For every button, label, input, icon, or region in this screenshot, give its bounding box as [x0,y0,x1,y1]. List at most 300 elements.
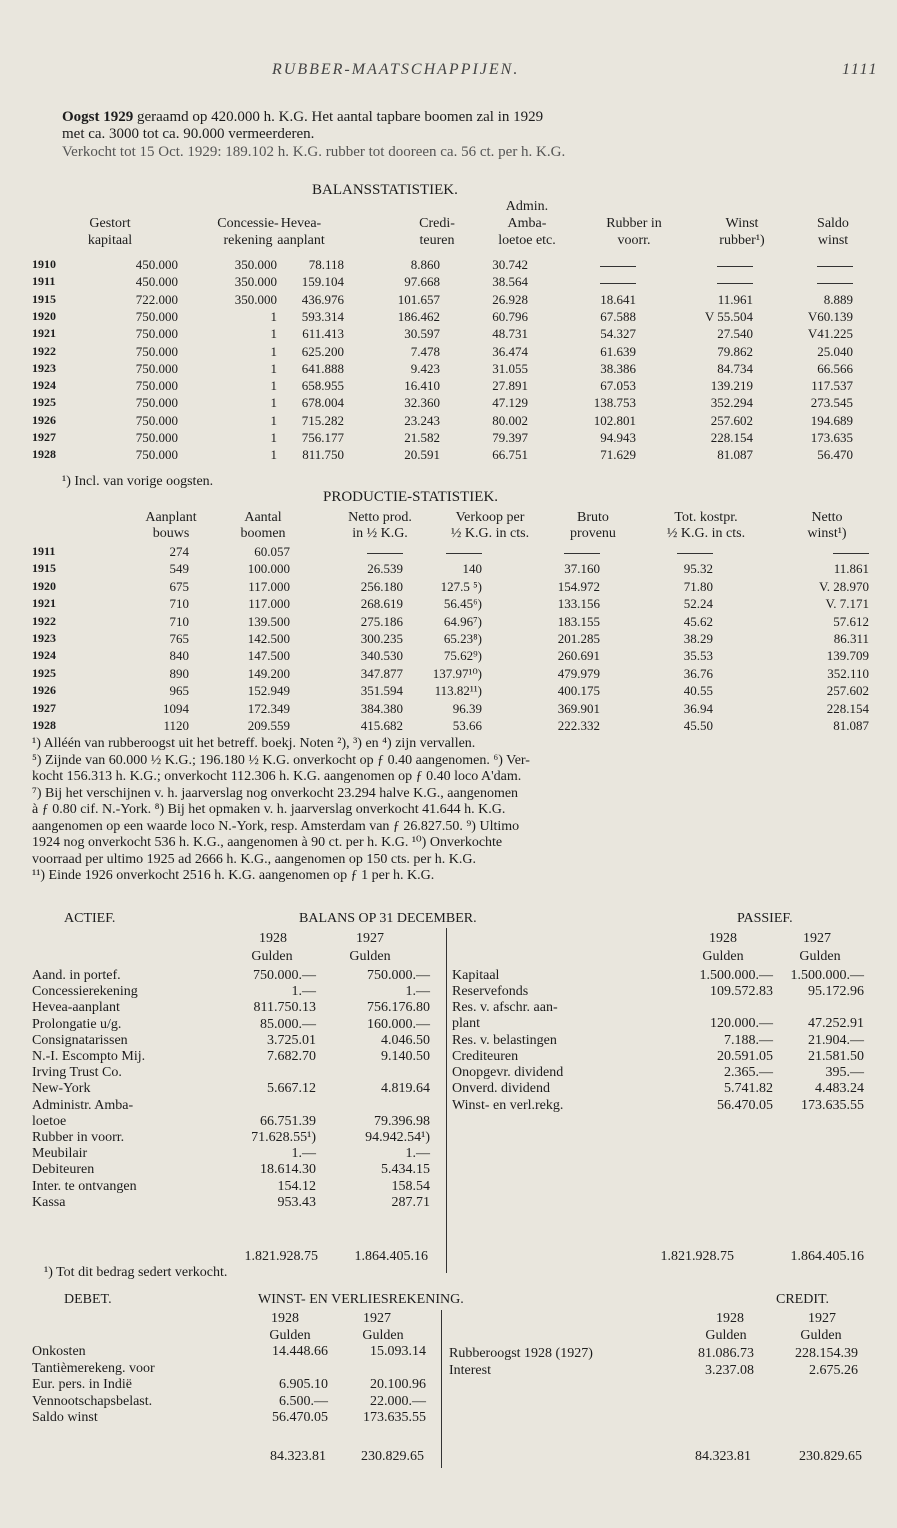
balans-stat-cell: 9.423 [410,361,440,376]
actief-1927: 9.140.50 [381,1049,430,1064]
actief-1927: 4.819.64 [381,1081,430,1097]
prod-stat-year: 1925 [32,666,56,680]
prod-footnote: à ƒ 0.80 cif. N.-York. ⁸) Bij het opmaken v. h. jaarverslag onverkocht 41.644 h. K.G. [32,802,506,817]
balans-stat-header: Winst [725,216,759,231]
balans-stat-year: 1920 [32,309,56,323]
actief-item: N.-I. Escompto Mij. [32,1049,146,1064]
running-title: RUBBER-MAATSCHAPPIJEN. [272,61,520,78]
prod-stat-header: winst¹) [807,526,847,541]
passief-1927: 173.635.55 [801,1097,864,1113]
prod-stat-cell: 57.612 [833,614,869,629]
balans-stat-cell: 159.104 [301,274,344,289]
balans-stat-cell: 8.860 [410,257,440,272]
balans-stat-cell: 25.040 [817,344,853,359]
actief-1928: 953.43 [277,1194,316,1210]
passief-item: Crediteuren [452,1049,519,1064]
passief-1928: 7.188.— [724,1032,773,1048]
prod-stat-cell: 142.500 [247,631,290,646]
unit-header: Gulden [705,1328,747,1343]
balans-divider [446,928,447,1273]
passief-1927: 4.483.24 [815,1081,864,1097]
prod-stat-cell: 86.311 [833,631,869,646]
balans-stat-cell: 81.087 [717,447,753,462]
actief-1927: 5.434.15 [381,1162,430,1178]
prod-stat-year: 1921 [32,596,56,610]
balans-stat-cell: 27.540 [717,326,753,341]
balans-stat-cell: 101.657 [397,292,440,307]
debet-item: Onkosten [32,1344,86,1359]
balans-stat-cell: 61.639 [600,344,636,359]
prod-stat-cell: 60.057 [254,544,290,559]
prod-stat-cell: 222.332 [557,718,600,733]
balans-stat-cell: 450.000 [135,257,178,272]
prod-stat-header: boomen [240,526,286,541]
prod-stat-cell: 384.380 [360,701,403,716]
balans-stat-cell: 60.796 [492,309,528,324]
prod-footnote: ⁷) Bij het verschijnen v. h. jaarverslag nog onverkocht 23.294 halve K.G., aangenomen [32,785,519,801]
prod-stat-cell: 53.66 [452,718,482,733]
prod-stat-cell [372,545,482,558]
actief-1928: 5.667.12 [267,1081,316,1097]
prod-stat-title: PRODUCTIE-STATISTIEK. [323,489,499,505]
balans-stat-cell: 38.564 [492,274,528,289]
balans-stat-header: Admin. [505,199,549,214]
passief-1928: 56.470.05 [717,1097,773,1113]
passief-item: plant [452,1016,480,1032]
balans-stat-cell: 38.386 [600,361,636,376]
prod-stat-cell: 75.62⁹) [443,648,482,663]
balans-stat-cell: 750.000 [135,378,178,393]
actief-1928: 18.614.30 [260,1162,316,1178]
balans-stat-cell: 26.928 [492,292,528,307]
prod-stat-cell: 890 [169,666,189,681]
prod-stat-cell: 38.29 [683,631,713,646]
balans-stat-cell: 102.801 [593,413,636,428]
prod-stat-cell: 64.96⁷) [443,614,482,629]
actief-1928: 1.— [291,984,316,1000]
balans-stat-header: Saldo [817,216,849,231]
balans-stat-cell: 138.753 [593,395,636,410]
balans-stat-header: rubber¹) [719,233,765,248]
prod-stat-cell: 11.861 [833,561,869,576]
prod-stat-cell: 45.50 [683,718,713,733]
prod-stat-cell: 37.160 [564,561,600,576]
balans-stat-cell: 31.055 [492,361,528,376]
actief-item: Debiteuren [32,1162,95,1178]
actief-1927: 287.71 [391,1194,430,1210]
prod-stat-cell [603,545,713,558]
debet-label: DEBET. [64,1292,112,1307]
passief-item: Res. v. belastingen [452,1032,557,1048]
passief-1927: 395.— [825,1065,864,1081]
actief-1928: 3.725.01 [267,1032,316,1048]
balans-stat-cell: 66.751 [492,447,528,462]
balans-stat-cell: V 55.504 [704,309,753,324]
passief-1927: 21.581.50 [808,1049,864,1064]
balans-stat-cell: 30.597 [404,326,440,341]
balans-stat-cell: 1 [270,413,277,428]
balans-stat-cell: 450.000 [135,274,178,289]
prod-footnote: 1924 nog onverkocht 536 h. K.G., aangenomen à 90 ct. per h. K.G. ¹⁰) Onverkochte [32,835,503,850]
balans-stat-header: Rubber in [606,216,662,231]
debet-1928: 6.905.10 [279,1376,328,1392]
passief-1928: 120.000.— [710,1016,773,1032]
intro-bold: Oogst 1929 [62,109,134,125]
balans-stat-year: 1911 [32,274,56,288]
prod-stat-cell: 117.000 [248,579,290,594]
prod-stat-cell: 209.559 [247,718,290,733]
prod-stat-cell: V. 28.970 [819,579,869,594]
balans-stat-cell: 48.731 [492,326,528,341]
prod-stat-header: Tot. kostpr. [674,510,738,525]
balans-stat-cell: 1 [270,326,277,341]
unit-header: Gulden [799,949,841,964]
balans-stat-cell: 1 [270,430,277,445]
prod-stat-cell: 183.155 [557,614,600,629]
balans-stat-cell: 350.000 [234,257,277,272]
prod-stat-year: 1928 [32,718,56,732]
balans-stat-cell: 1 [270,361,277,376]
prod-stat-cell: 260.691 [557,648,600,663]
balans-stat-cell: 80.002 [492,413,528,428]
balans-stat-cell: 352.294 [710,395,753,410]
prod-stat-cell: 347.877 [360,666,403,681]
total-debet-1928: 84.323.81 [270,1449,326,1464]
unit-header: Gulden [702,949,744,964]
prod-stat-cell: 139.709 [826,648,869,663]
actief-item: Concessierekening [32,984,138,1000]
prod-stat-cell: 840 [169,648,189,663]
intro-line1 [62,110,543,125]
passief-item: Winst- en verl.rekg. [452,1097,564,1113]
prod-stat-year: 1923 [32,631,56,645]
year-header: 1928 [271,1311,299,1326]
prod-stat-cell: 479.979 [557,666,600,681]
balans-stat-cell: 79.397 [492,430,528,445]
passief-item: Onopgevr. dividend [452,1065,564,1081]
actief-1927: 160.000.— [367,1016,430,1032]
actief-item: Meubilair [32,1146,88,1162]
balans-stat-cell: 84.734 [717,361,753,376]
total-actief-1928: 1.821.928.75 [244,1249,318,1264]
year-header: 1928 [709,931,737,946]
balans-stat-cell: 54.327 [600,326,636,341]
prod-stat-cell: 35.53 [683,648,713,663]
prod-stat-cell: 352.110 [827,666,869,681]
passief-item: Reservefonds [452,984,529,1000]
actief-1927: 750.000.— [367,968,430,983]
debet-1927: 20.100.96 [370,1376,426,1392]
balans-stat-cell: 173.635 [810,430,853,445]
balans-stat-cell: 750.000 [135,344,178,359]
unit-header: Gulden [800,1328,842,1343]
balans-stat-year: 1926 [32,413,56,427]
balans-stat-cell [743,258,853,271]
balans-stat-cell: 750.000 [135,326,178,341]
prod-stat-cell: 1094 [163,701,189,716]
passief-1928: 1.500.000.— [699,968,773,983]
balans-stat-cell: 750.000 [135,361,178,376]
unit-header: Gulden [362,1328,404,1343]
balans-stat-cell [743,275,853,288]
debet-item: Tantièmerekeng. voor [32,1360,155,1376]
prod-stat-cell: 274 [169,544,189,559]
balans-stat-year: 1927 [32,430,56,444]
balans-stat-footnote: ¹) Incl. van vorige oogsten. [62,474,214,489]
prod-stat-cell: 201.285 [557,631,600,646]
balans-stat-header: rekening [223,233,273,248]
actief-1927: 4.046.50 [381,1032,430,1048]
balans-stat-cell: 750.000 [135,395,178,410]
prod-footnote: kocht 156.313 h. K.G.; onverkocht 112.306 h. K.G. aangenomen op ƒ 0.40 loco A'dam. [32,769,522,784]
balans-stat-cell: 750.000 [135,309,178,324]
prod-stat-cell: 549 [169,561,189,576]
total-passief-1927: 1.864.405.16 [790,1249,864,1264]
balans-stat-header: kapitaal [87,233,133,248]
prod-stat-year: 1911 [32,544,56,558]
prod-stat-year: 1927 [32,701,56,715]
actief-1928: 66.751.39 [260,1113,316,1129]
balans-stat-cell: 273.545 [810,395,853,410]
balans-stat-cell: 1 [270,447,277,462]
balans-stat-cell: 1 [270,344,277,359]
actief-item: loetoe [32,1113,67,1129]
actief-item: Irving Trust Co. [32,1065,122,1081]
prod-footnote: ¹) Alléén van rubberoogst uit het betreff. boekj. Noten ²), ³) en ⁴) zijn vervallen. [32,736,476,751]
passief-1928: 5.741.82 [724,1081,773,1097]
prod-stat-cell: 257.602 [826,683,869,698]
prod-stat-header: ½ K.G. in cts. [666,526,746,541]
balans-stat-cell: 67.053 [600,378,636,393]
balans-stat-cell: 78.118 [308,257,344,272]
balans-stat-year: 1924 [32,378,56,392]
balans-stat-cell: 18.641 [600,292,636,307]
debet-1928: 6.500.— [279,1393,328,1409]
actief-1928: 1.— [291,1146,316,1162]
prod-stat-cell: 56.45⁶) [443,596,482,611]
prod-stat-cell: 340.530 [360,648,403,663]
credit-label: CREDIT. [776,1292,830,1307]
prod-stat-cell: 275.186 [360,614,403,629]
passief-label: PASSIEF. [737,911,793,926]
balans-stat-cell: 56.470 [817,447,853,462]
prod-stat-cell: 71.80 [683,579,713,594]
balans-stat-cell: 32.360 [404,395,440,410]
balans-stat-cell: 20.591 [404,447,440,462]
prod-stat-header: ½ K.G. in cts. [450,526,530,541]
prod-stat-cell: 139.500 [247,614,290,629]
actief-1927: 158.54 [391,1178,430,1194]
actief-1928: 750.000.— [253,968,316,983]
prod-stat-header: bouws [152,526,190,541]
balans-stat-year: 1915 [32,292,56,306]
balans-stat-cell: 750.000 [135,413,178,428]
balans-stat-cell: 678.004 [301,395,344,410]
total-debet-1927: 230.829.65 [361,1449,424,1464]
prod-stat-header: Aantal [244,510,282,525]
balans-stat-header: teuren [419,233,455,248]
debet-1928: 14.448.66 [272,1344,328,1359]
prod-stat-cell: 351.594 [360,683,403,698]
prod-stat-cell: 40.55 [683,683,713,698]
balans-stat-cell: 1 [270,395,277,410]
balans-stat-cell: 47.129 [492,395,528,410]
balans-stat-header: winst [817,233,849,248]
prod-stat-cell: 965 [169,683,189,698]
balans-title: BALANS OP 31 DECEMBER. [299,911,477,926]
debet-item: Eur. pers. in Indië [32,1376,132,1392]
prod-stat-header: Verkoop per [455,510,525,525]
balans-stat-cell: 436.976 [301,292,344,307]
balans-stat-cell: 27.891 [492,378,528,393]
prod-stat-cell: 154.972 [557,579,600,594]
passief-1927: 21.904.— [808,1032,864,1048]
passief-1928: 109.572.83 [710,984,773,1000]
actief-item: Kassa [32,1194,66,1210]
wv-divider [441,1310,442,1468]
balans-stat-cell: 94.943 [600,430,636,445]
balans-stat-cell: 350.000 [234,292,277,307]
actief-item: Prolongatie u/g. [32,1016,122,1032]
balans-stat-year: 1910 [32,257,56,271]
prod-stat-header: Netto [811,510,843,525]
prod-stat-cell: 172.349 [247,701,290,716]
passief-1927: 1.500.000.— [790,968,864,983]
balans-stat-cell: 71.629 [600,447,636,462]
balans-stat-cell: 641.888 [301,361,344,376]
total-credit-1928: 84.323.81 [695,1449,751,1464]
balans-stat-cell: 7.478 [410,344,440,359]
prod-stat-header: Aanplant [145,510,197,525]
balans-stat-cell: 21.582 [404,430,440,445]
balans-stat-cell: 66.566 [817,361,853,376]
prod-stat-cell: 127.5 ⁵) [440,579,482,594]
prod-stat-cell: 81.087 [833,718,869,733]
balans-stat-header: Gestort [89,216,131,231]
balans-stat-cell: 67.588 [600,309,636,324]
balans-stat-cell: 715.282 [301,413,344,428]
prod-stat-cell: 100.000 [247,561,290,576]
actief-1928: 7.682.70 [267,1049,316,1064]
page-number: 1111 [842,61,879,78]
balans-stat-cell: 658.955 [301,378,344,393]
passief-item: Onverd. dividend [452,1081,550,1097]
prod-stat-year: 1922 [32,614,56,628]
balans-stat-cell: 139.219 [710,378,753,393]
passief-item: Kapitaal [452,968,500,983]
balans-stat-cell: 257.602 [710,413,753,428]
prod-stat-cell: 140 [462,561,482,576]
actief-1928: 811.750.13 [253,1000,316,1016]
prod-stat-cell: 710 [169,614,189,629]
credit-1928: 3.237.08 [705,1362,754,1378]
prod-stat-year: 1924 [32,648,56,662]
balans-stat-cell: 228.154 [710,430,753,445]
prod-stat-header: Bruto [577,510,609,525]
balans-stat-header: Amba- [507,216,547,231]
prod-stat-cell: V. 7.171 [825,596,869,611]
intro-line1-text: geraamd op 420.000 h. K.G. Het aantal tapbare boomen zal in 1929 [137,109,544,125]
actief-label: ACTIEF. [64,911,116,926]
credit-1928: 81.086.73 [698,1346,754,1361]
balans-stat-cell: 722.000 [135,292,178,307]
prod-footnote: ¹¹) Einde 1926 onverkocht 2516 h. K.G. aangenomen op ƒ 1 per h. K.G. [32,868,435,883]
prod-stat-cell: 400.175 [557,683,600,698]
wv-title: WINST- EN VERLIESREKENING. [258,1292,464,1307]
actief-item: Administr. Amba- [32,1097,134,1113]
prod-stat-cell: 65.23⁸) [443,631,482,646]
passief-1927: 47.252.91 [808,1016,864,1032]
passief-1927: 95.172.96 [808,984,864,1000]
balans-stat-cell: V41.225 [807,326,853,341]
prod-stat-cell: 710 [169,596,189,611]
prod-stat-cell: 152.949 [247,683,290,698]
balans-footnote: ¹) Tot dit bedrag sedert verkocht. [44,1265,228,1280]
balans-stat-header: Credi- [419,216,455,231]
prod-stat-cell: 149.200 [247,666,290,681]
actief-1927: 79.396.98 [374,1113,430,1129]
prod-stat-cell: 256.180 [360,579,403,594]
balans-stat-cell: 8.889 [823,292,853,307]
balans-stat-cell: 750.000 [135,447,178,462]
intro-line2: met ca. 3000 tot ca. 90.000 vermeerderen. [62,126,315,142]
balans-stat-header: aanplant [277,233,325,248]
intro-line3: Verkocht tot 15 Oct. 1929: 189.102 h. K.G. rubber tot dooreen ca. 56 ct. per h. K.G. [62,144,566,160]
balans-stat-cell: V60.139 [807,309,853,324]
credit-1927: 228.154.39 [795,1346,858,1361]
prod-stat-cell: 268.619 [360,596,403,611]
year-header: 1927 [356,931,384,946]
prod-stat-cell: 45.62 [683,614,713,629]
prod-stat-cell [759,545,869,558]
prod-stat-cell: 147.500 [247,648,290,663]
prod-stat-header: provenu [570,526,616,541]
prod-stat-cell: 675 [169,579,189,594]
debet-item: Saldo winst [32,1410,98,1426]
balans-stat-cell: 23.243 [404,413,440,428]
balans-stat-cell: 811.750 [302,447,344,462]
prod-stat-cell: 369.901 [557,701,600,716]
prod-stat-header: Netto prod. [348,510,412,525]
balans-stat-year: 1921 [32,326,56,340]
actief-1927: 756.176.80 [367,1000,430,1016]
prod-stat-cell: 117.000 [248,596,290,611]
actief-1928: 154.12 [277,1178,316,1194]
balans-stat-cell: 30.742 [492,257,528,272]
year-header: 1927 [803,931,831,946]
balans-stat-header: Hevea- [280,216,322,231]
prod-stat-cell: 26.539 [367,561,403,576]
actief-1928: 71.628.55¹) [251,1130,316,1145]
actief-1927: 1.— [405,1146,430,1162]
prod-stat-cell: 137.97¹⁰) [432,666,482,681]
balans-stat-cell: 756.177 [301,430,344,445]
debet-1927: 173.635.55 [363,1410,426,1426]
balans-stat-cell: 16.410 [404,378,440,393]
prod-stat-cell: 765 [169,631,189,646]
balans-stat-cell [643,275,753,288]
prod-stat-cell: 36.94 [683,701,713,716]
balans-stat-cell: 11.961 [717,292,753,307]
actief-item: Inter. te ontvangen [32,1178,137,1194]
passief-1928: 20.591.05 [717,1049,773,1064]
total-passief-1928: 1.821.928.75 [660,1249,734,1264]
balans-stat-cell: 186.462 [397,309,440,324]
balans-stat-cell: 611.413 [302,326,344,341]
total-actief-1927: 1.864.405.16 [354,1249,428,1264]
balans-stat-cell: 194.689 [810,413,853,428]
debet-1927: 15.093.14 [370,1344,426,1359]
